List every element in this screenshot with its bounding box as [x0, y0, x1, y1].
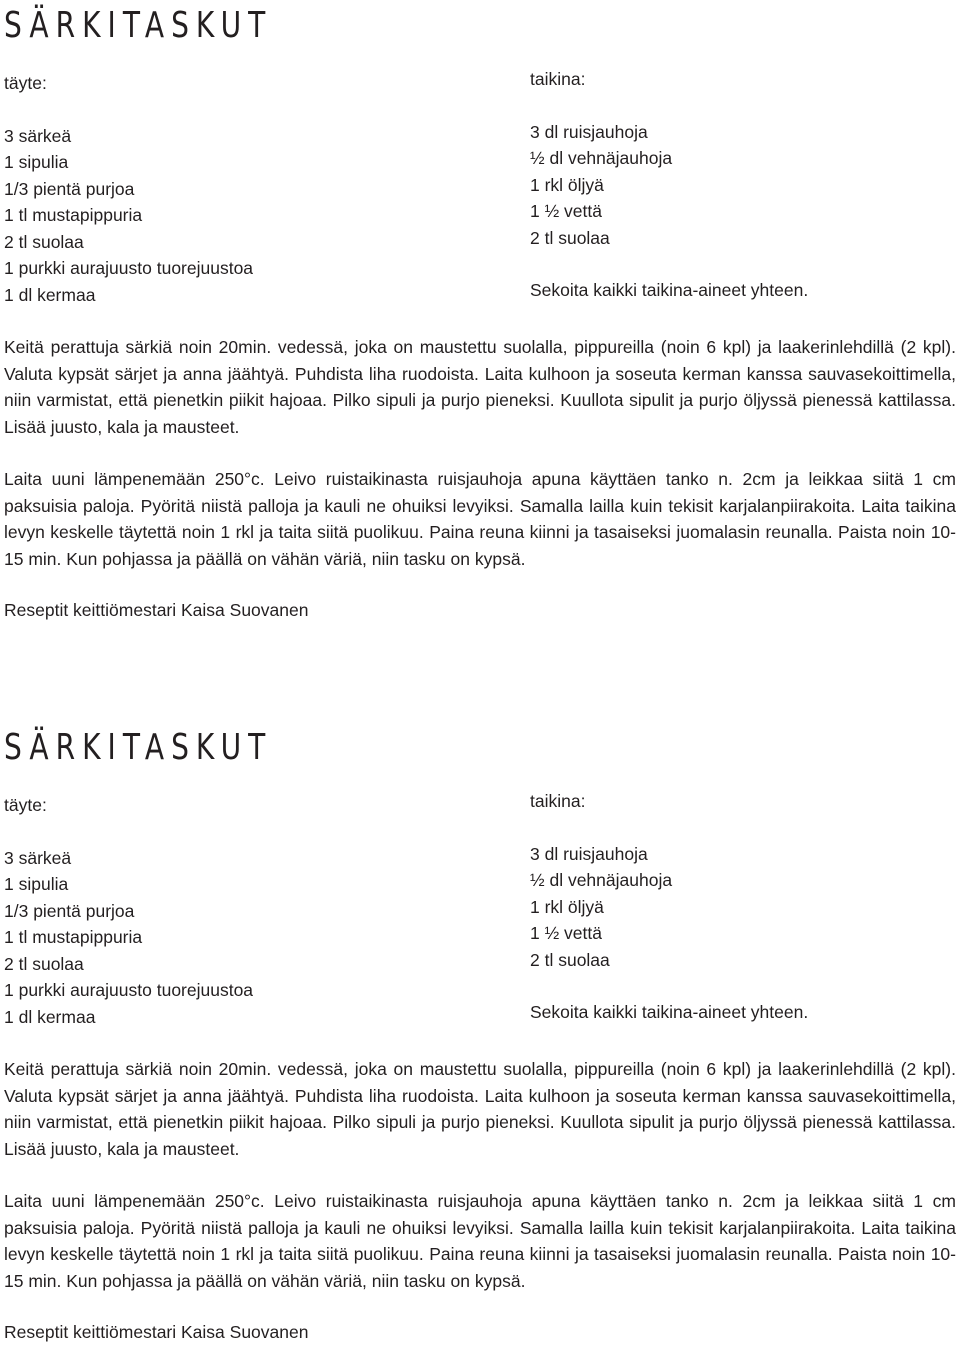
instructions-paragraph-1: Keitä perattuja särkiä noin 20min. vedessä, joka on maustettu suolalla, pippureilla (noin 6 kpl) ja laakerinlehdillä (2 kpl). Valuta kypsät särjet ja anna jäähtyä. Puhdista liha ruodoista. Laita kulhoon ja soseuta kerman kanssa sauvasekoittimella, niin varmistat, että pienetkin piikit hajoaa. Pilko sipuli ja purjo pieneksi. Kuullota sipulit ja purjo öljyssä pienessä kattilassa. Lisää juusto, kala ja mausteet. — [4, 1059, 956, 1159]
dough-note: Sekoita kaikki taikina-aineet yhteen. — [530, 1002, 809, 1022]
list-item: 1 rkl öljyä — [530, 896, 604, 917]
list-item: 1 sipulia — [4, 874, 69, 894]
list-item: 1 sipulia — [4, 152, 69, 172]
list-item: ½ dl vehnäjauhoja — [530, 870, 673, 890]
list-item: ½ dl vehnäjauhoja — [530, 148, 673, 168]
dough-section — [530, 66, 808, 304]
instructions-paragraph-1: Keitä perattuja särkiä noin 20min. vedessä, joka on maustettu suolalla, pippureilla (noin 6 kpl) ja laakerinlehdillä (2 kpl). Valuta kypsät särjet ja anna jäähtyä. Puhdista liha ruodoista. Laita kulhoon ja soseuta kerman kanssa sauvasekoittimella, niin varmistat, että pienetkin piikit hajoaa. Pilko sipuli ja purjo pieneksi. Kuullota sipulit ja purjo öljyssä pienessä kattilassa. Lisää juusto, kala ja mausteet. — [4, 337, 956, 437]
list-item: 3 dl ruisjauhoja — [530, 843, 648, 864]
filling-list — [4, 845, 253, 1031]
list-item: 3 dl ruisjauhoja — [530, 121, 648, 142]
list-item: 2 tl suolaa — [4, 231, 84, 252]
dough-list — [530, 119, 808, 252]
instructions-paragraph-2: Laita uuni lämpenemään 250°c. Leivo ruistaikinasta ruisjauhoja apuna käyttäen tanko n. 2cm ja leikkaa siitä 1 cm paksuisia paloja. Pyöritä niistä palloja ja kauli ne ohuiksi levyiksi. Samalla lailla kuin tekisit karjalanpiirakoita. Laita taikina levyn keskelle täytettä noin 1 rkl ja taita siitä puolikuu. Paina reuna kiinni ja tasaiseksi juomalasin reunalla. Paista noin 10-15 min. Kun pohjassa ja päällä on vähän väriä, niin tasku on kypsä. — [4, 1191, 956, 1291]
dough-section — [530, 788, 808, 1026]
list-item: 1 tl mustapippuria — [4, 927, 143, 947]
list-item: 1 dl kermaa — [4, 1006, 96, 1027]
filling-heading: täyte: — [4, 73, 47, 93]
list-item: 3 särkeä — [4, 847, 72, 868]
list-item: 1 purkki aurajuusto tuorejuustoa — [4, 980, 254, 1000]
filling-section — [4, 70, 253, 308]
filling-section — [4, 792, 253, 1030]
list-item: 1 ½ vettä — [530, 923, 602, 943]
list-item: 2 tl suolaa — [530, 227, 610, 248]
recipe-title: SÄRKITASKUT — [4, 727, 273, 768]
list-item: 1 purkki aurajuusto tuorejuustoa — [4, 258, 254, 278]
dough-list — [530, 841, 808, 974]
filling-list — [4, 123, 253, 309]
list-item: 1 ½ vettä — [530, 201, 602, 221]
list-item: 1 tl mustapippuria — [4, 205, 143, 225]
dough-heading: taikina: — [530, 69, 586, 89]
list-item: 3 särkeä — [4, 125, 72, 146]
recipe-credit: Reseptit keittiömestari Kaisa Suovanen — [4, 1322, 309, 1342]
list-item: 2 tl suolaa — [530, 949, 610, 970]
list-item: 1/3 pientä purjoa — [4, 178, 135, 199]
recipe-credit: Reseptit keittiömestari Kaisa Suovanen — [4, 600, 309, 620]
list-item: 1 dl kermaa — [4, 284, 96, 305]
list-item: 2 tl suolaa — [4, 953, 84, 974]
list-item: 1/3 pientä purjoa — [4, 900, 135, 921]
instructions-paragraph-2: Laita uuni lämpenemään 250°c. Leivo ruistaikinasta ruisjauhoja apuna käyttäen tanko n. 2cm ja leikkaa siitä 1 cm paksuisia paloja. Pyöritä niistä palloja ja kauli ne ohuiksi levyiksi. Samalla lailla kuin tekisit karjalanpiirakoita. Laita taikina levyn keskelle täytettä noin 1 rkl ja taita siitä puolikuu. Paina reuna kiinni ja tasaiseksi juomalasin reunalla. Paista noin 10-15 min. Kun pohjassa ja päällä on vähän väriä, niin tasku on kypsä. — [4, 469, 956, 569]
recipe-title: SÄRKITASKUT — [4, 5, 273, 46]
filling-heading: täyte: — [4, 795, 47, 815]
list-item: 1 rkl öljyä — [530, 174, 604, 195]
dough-heading: taikina: — [530, 791, 586, 811]
dough-note: Sekoita kaikki taikina-aineet yhteen. — [530, 280, 809, 300]
